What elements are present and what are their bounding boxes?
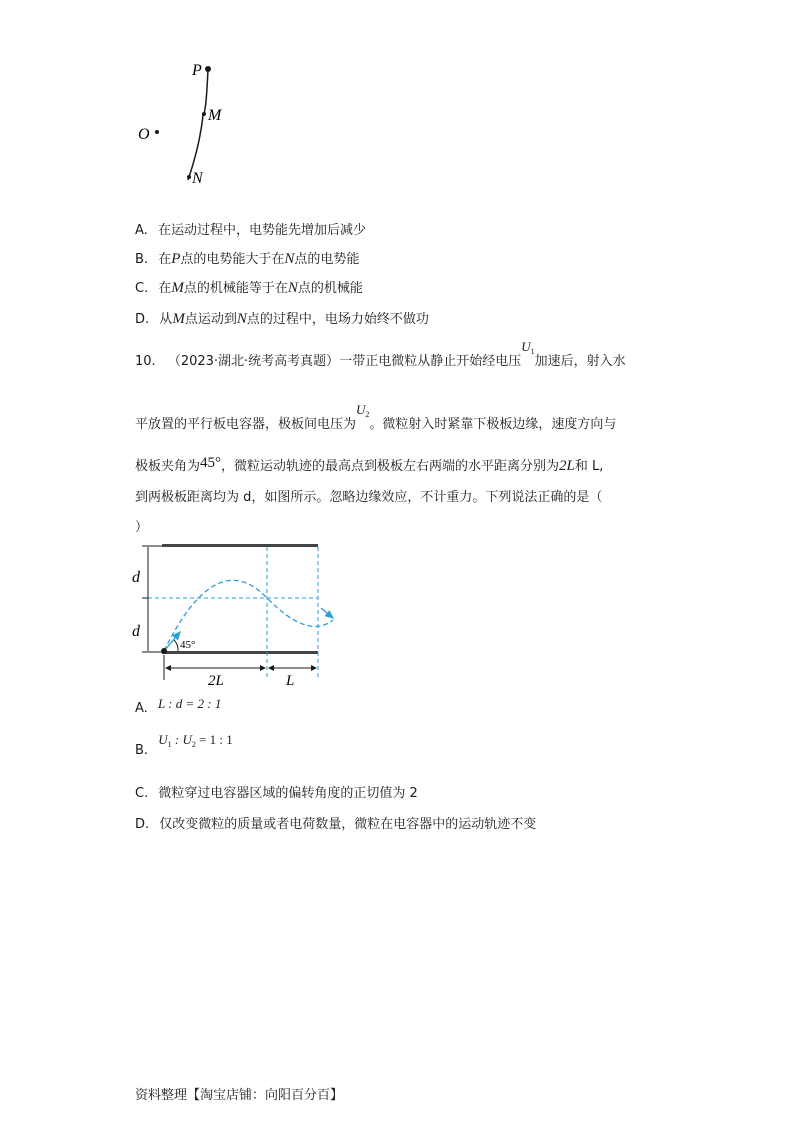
option-text: 点的电势能	[294, 252, 360, 267]
two-l: 2L	[559, 458, 575, 474]
option-letter: D.	[135, 312, 150, 327]
question-text: ，微粒运动轨迹的最高点到极板左右两端的水平距离分别为	[221, 459, 560, 474]
label-2l: 2L	[208, 673, 224, 689]
label-n: N	[192, 170, 203, 187]
var-p: P	[171, 251, 181, 267]
question-text: 平放置的平行板电容器，极板间电压为	[135, 417, 357, 432]
trajectory-figure	[130, 55, 240, 195]
label-d-top: d	[132, 569, 140, 586]
bottom-plate	[162, 651, 318, 654]
question-number: 10.	[135, 354, 156, 369]
trajectory-end-arrow	[321, 608, 333, 618]
point-o	[155, 130, 159, 134]
question-text: 和 L,	[574, 459, 604, 474]
option-letter: B.	[135, 743, 149, 758]
capacitor-figure	[128, 540, 348, 690]
option-text: 点的机械能等于在	[183, 281, 288, 296]
question-source: （2023·湖北·统考高考真题）	[167, 354, 340, 369]
q10-line-4	[135, 486, 602, 505]
label-o: O	[138, 126, 150, 143]
var-n: N	[236, 311, 247, 327]
var-m: M	[171, 280, 184, 296]
point-n	[187, 175, 191, 179]
question-text: 一带正电微粒从静止开始经电压	[339, 354, 522, 369]
option-letter: D.	[135, 817, 150, 832]
option-text: 在	[158, 252, 172, 267]
var-m: M	[172, 311, 185, 327]
label-m: M	[208, 107, 222, 124]
label-d-bottom: d	[132, 623, 140, 640]
label-l: L	[286, 673, 295, 689]
trajectory-curve	[188, 69, 208, 180]
option-letter: C.	[135, 281, 149, 296]
option-formula: $U_1$ : $U_2 = 1$ : 1	[158, 732, 233, 749]
question-text: 。微粒射入时紧靠下极板边缘，速度方向与	[369, 417, 617, 432]
option-text: 点的电势能大于在	[180, 252, 285, 267]
q9-option-b	[135, 248, 359, 268]
question-text: ）	[135, 520, 149, 535]
option-letter: C.	[135, 786, 149, 801]
point-m	[202, 112, 206, 116]
angle-arc	[174, 640, 178, 651]
option-letter: A.	[135, 223, 148, 238]
option-text: 从	[159, 312, 173, 327]
top-plate	[162, 544, 318, 547]
option-text: 点运动到	[184, 312, 237, 327]
footer-source: 资料整理【淘宝店铺：向阳百分百】	[135, 1088, 344, 1103]
label-p: P	[192, 62, 202, 79]
q10-option-b	[135, 732, 233, 759]
var-n: N	[287, 280, 298, 296]
q10-line-5	[135, 516, 148, 535]
var-n: N	[284, 251, 295, 267]
q10-option-d	[135, 813, 536, 832]
u1-symbol: $U_1$	[521, 339, 535, 356]
q9-option-d	[135, 308, 429, 328]
q10-line-2	[135, 402, 617, 433]
q10-line-3	[135, 455, 603, 475]
option-letter: B.	[135, 252, 149, 267]
q10-option-c	[135, 782, 418, 801]
option-text: 点的过程中，电场力始终不做功	[246, 312, 429, 327]
option-letter: A.	[135, 701, 148, 716]
question-text: 极板夹角为	[135, 459, 201, 474]
u2-symbol: $U_2$	[356, 402, 370, 419]
option-text: 微粒穿过电容器区域的偏转角度的正切值为 2	[158, 786, 418, 801]
q10-option-a	[135, 696, 222, 716]
question-text: 加速后，射入水	[534, 354, 626, 369]
particle-start	[161, 648, 167, 654]
option-text: 在运动过程中，电势能先增加后减少	[157, 223, 366, 238]
label-angle: 45°	[180, 639, 196, 651]
option-text: 点的机械能	[297, 281, 363, 296]
option-formula: L : d = 2 : 1	[157, 696, 222, 711]
q10-line-1	[135, 339, 626, 370]
point-p	[205, 66, 211, 72]
question-text: 到两极板距离均为 d，如图所示。忽略边缘效应，不计重力。下列说法正确的是（	[135, 490, 603, 505]
q9-option-c	[135, 277, 363, 297]
angle-value: 45°	[200, 455, 222, 471]
option-text: 在	[158, 281, 172, 296]
q9-option-a	[135, 219, 366, 238]
option-text: 仅改变微粒的质量或者电荷数量，微粒在电容器中的运动轨迹不变	[159, 817, 537, 832]
